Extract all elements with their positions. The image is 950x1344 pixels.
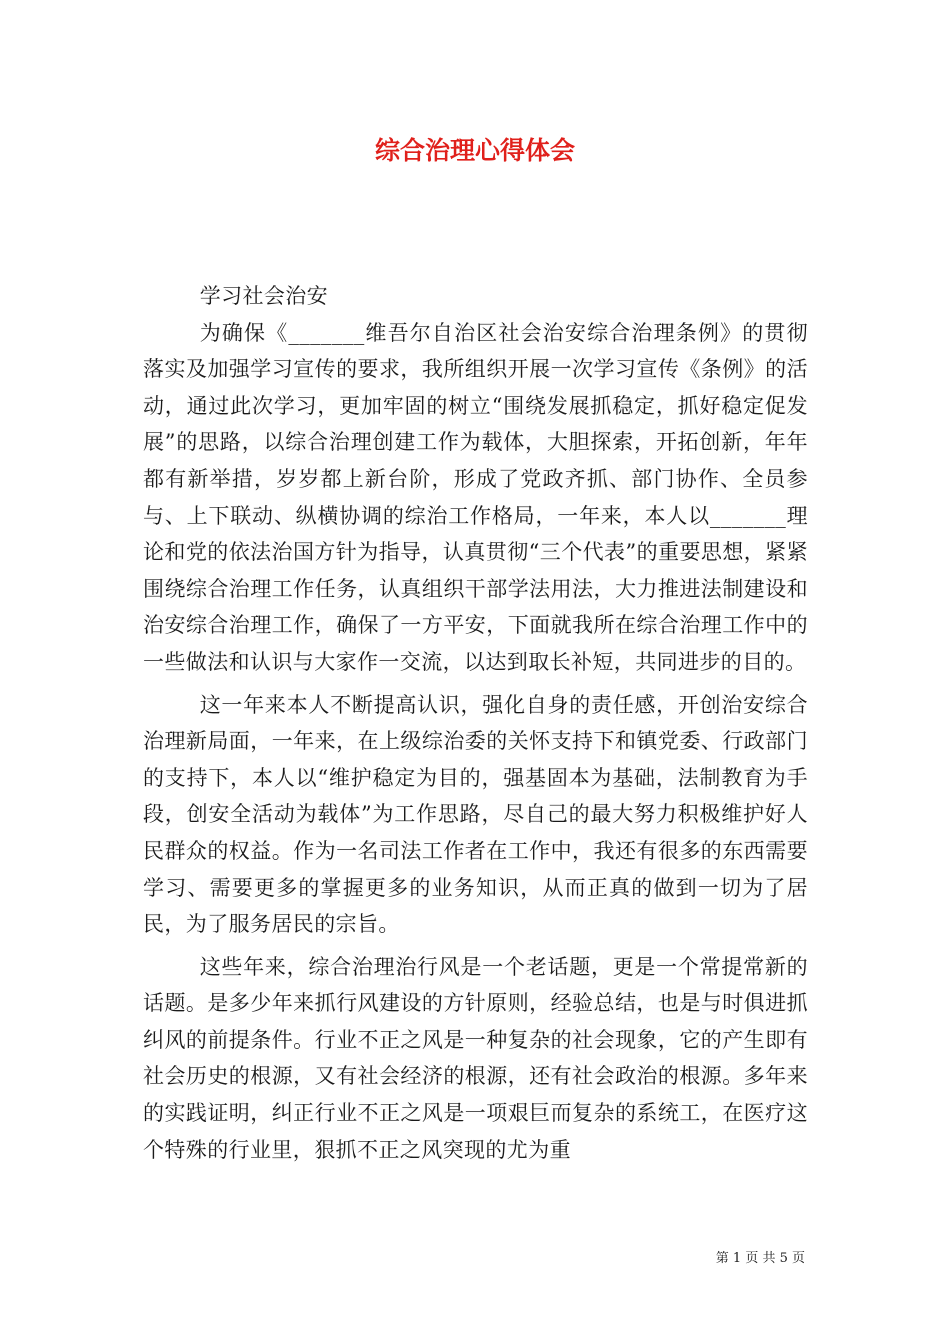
paragraph-2: 这一年来本人不断提高认识，强化自身的责任感，开创治安综合治理新局面，一年来，在上级综治委的关怀支持下和镇党委、行政部门的支持下，本人以“维护稳定为目的，强基固本为基础，法制教育为手段，创安全活动为载体”为工作思路，尽自己的最大努力积极维护好人民群众的权益。作为一名司法工作者在工作中，我还有很多的东西需要学习、需要更多的掌握更多的业务知识，从而正真的做到一切为了居民，为了服务居民的宗旨。 xyxy=(143,692,808,937)
page-number-footer: 第 1 页 共 5 页 xyxy=(715,1251,805,1266)
paragraph-1: 为确保《_______维吾尔自治区社会治安综合治理条例》的贯彻落实及加强学习宣传的要求，我所组织开展一次学习宣传《条例》的活动，通过此次学习，更加牢固的树立“围绕发展抓稳定，抓好稳定促发展”的思路，以综合治理创建工作为载体，大胆探索，开拓创新，年年都有新举措，岁岁都上新台阶，形成了党政齐抓、部门协作、全员参与、上下联动、纵横协调的综治工作格局，一年来，本人以_______理论和党的依法治国方针为指导，认真贯彻“三个代表”的重要思想，紧紧围绕综合治理工作任务，认真组织干部学法用法，大力推进法制建设和治安综合治理工作，确保了一方平安，下面就我所在综合治理工作中的一些做法和认识与大家作一交流，以达到取长补短，共同进步的目的。 xyxy=(143,320,808,674)
paragraph-3: 这些年来，综合治理治行风是一个老话题，更是一个常提常新的话题。是多少年来抓行风建设的方针原则，经验总结，也是与时俱进抓纠风的前提条件。行业不正之风是一种复杂的社会现象，它的产生即有社会历史的根源，又有社会经济的根源，还有社会政治的根源。多年来的实践证明，纠正行业不正之风是一项艰巨而复杂的系统工，在医疗这个特殊的行业里，狠抓不正之风突现的尤为重 xyxy=(143,954,808,1162)
subheading: 学习社会治安 xyxy=(199,284,329,308)
page-title: 综合治理心得体会 xyxy=(374,136,575,165)
document-body xyxy=(143,278,808,1168)
